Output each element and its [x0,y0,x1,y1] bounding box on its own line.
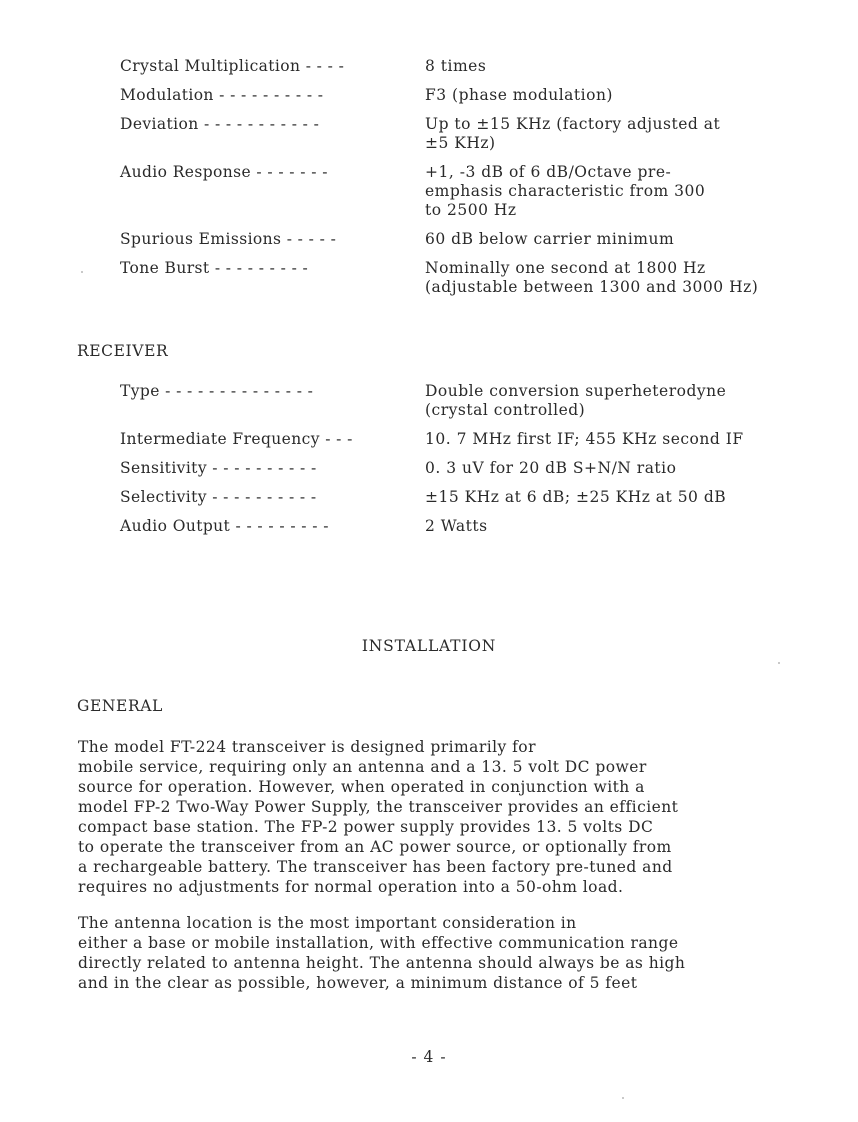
spec-value: Up to ±15 KHz (factory adjusted at ±5 KHz) [425,115,721,152]
spec-label: Crystal Multiplication - - - - [120,57,345,75]
spec-label: Spurious Emissions - - - - - [120,230,337,248]
spec-row [120,259,820,297]
spec-value: Nominally one second at 1800 Hz (adjustable between 1300 and 3000 Hz) [425,259,759,296]
spec-label: Audio Response - - - - - - - [120,163,328,181]
spec-label: Modulation - - - - - - - - - - [120,86,324,104]
spec-row [120,430,820,449]
spec-row [120,86,820,105]
spec-row [120,488,820,507]
spec-value: +1, -3 dB of 6 dB/Octave pre- emphasis characteristic from 300 to 2500 Hz [425,163,706,219]
spec-row [120,115,820,153]
spec-row [120,230,820,249]
installation-heading: INSTALLATION [361,637,497,655]
spec-value: Double conversion superheterodyne (crystal controlled) [425,382,727,419]
spec-row [120,163,820,220]
spec-row [120,459,820,478]
spec-label: Intermediate Frequency - - - [120,430,353,448]
general-paragraph-1: The model FT-224 transceiver is designed primarily for mobile service, requiring only an antenna and a 13. 5 volt DC power source for operation. However, when operated in conjunction with a model FP-2 Two-Way Power Supply, the transceiver provides an efficient compact base station. The FP-2 power supply provides 13. 5 volts DC to operate the transceiver from an AC power source, or optionally from a rechargeable battery. The transceiver has been factory pre-tuned and requires no adjustments for normal operation into a 50-ohm load. [78,738,679,896]
scan-speck [81,271,83,273]
spec-row [120,517,820,536]
spec-value: 2 Watts [425,517,488,535]
receiver-heading: RECEIVER [77,342,169,360]
spec-label: Type - - - - - - - - - - - - - - [120,382,314,400]
general-heading: GENERAL [77,697,163,715]
spec-value: 10. 7 MHz first IF; 455 KHz second IF [425,430,744,448]
spec-value: 0. 3 uV for 20 dB S+N/N ratio [425,459,677,477]
spec-label: Deviation - - - - - - - - - - - [120,115,320,133]
transmitter-spec-list [120,57,820,307]
spec-value: 60 dB below carrier minimum [425,230,675,248]
receiver-spec-list [120,382,820,546]
spec-label: Audio Output - - - - - - - - - [120,517,329,535]
spec-label: Selectivity - - - - - - - - - - [120,488,317,506]
general-paragraph-2: The antenna location is the most important consideration in either a base or mobile installation, with effective communication range directly related to antenna height. The antenna should always be as high and in the clear as possible, however, a minimum distance of 5 feet [78,914,686,992]
spec-label: Tone Burst - - - - - - - - - [120,259,309,277]
scan-speck [778,662,780,664]
scan-speck [622,1097,624,1099]
spec-row [120,57,820,76]
spec-label: Sensitivity - - - - - - - - - - [120,459,317,477]
page-number: - 4 - [411,1048,447,1066]
spec-value: 8 times [425,57,487,75]
spec-value: ±15 KHz at 6 dB; ±25 KHz at 50 dB [425,488,727,506]
spec-row [120,382,820,420]
spec-value: F3 (phase modulation) [425,86,613,104]
